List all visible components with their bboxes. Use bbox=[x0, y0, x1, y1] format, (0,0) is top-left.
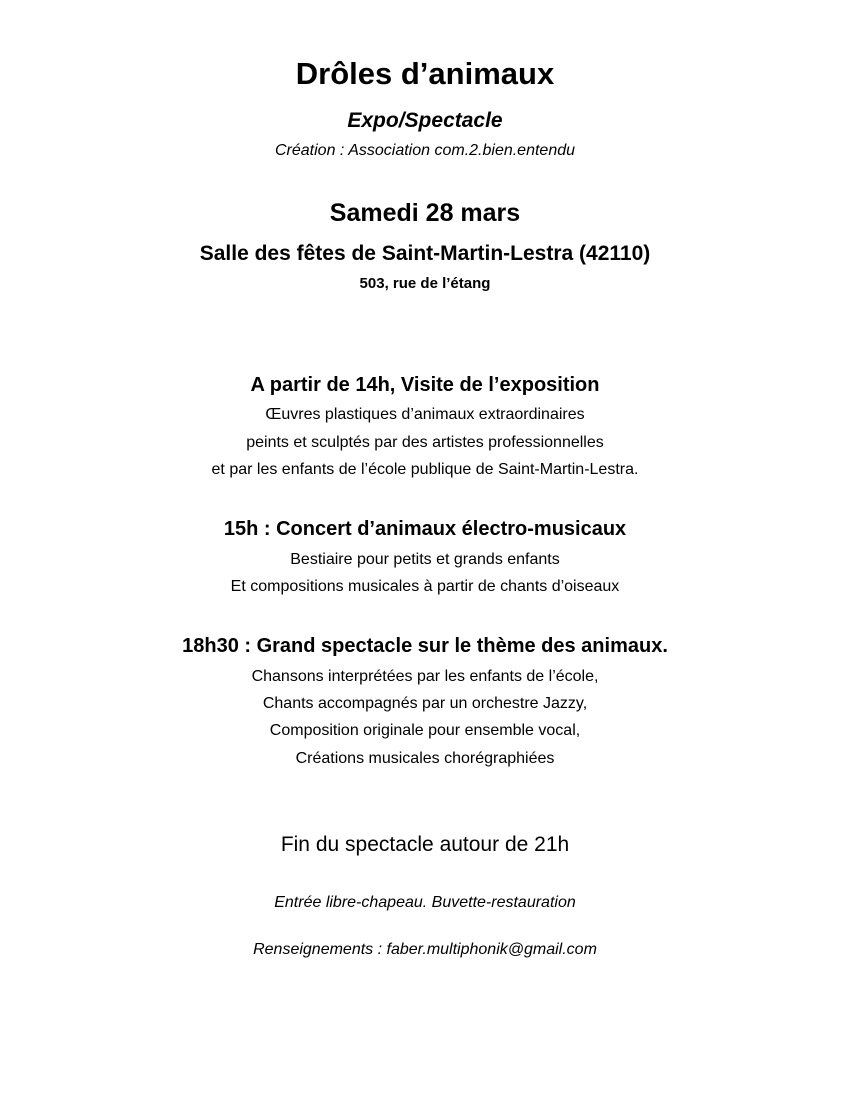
event-address: 503, rue de l’étang bbox=[359, 275, 491, 292]
event-date: Samedi 28 mars bbox=[329, 199, 521, 227]
event-credit: Création : Association com.2.bien.entendu bbox=[274, 142, 576, 159]
event-title: Drôles d’animaux bbox=[295, 56, 555, 91]
section-show-line: Composition originale pour ensemble vocal, bbox=[269, 722, 581, 739]
section-exhibition-title: A partir de 14h, Visite de l’exposition bbox=[250, 374, 600, 396]
end-time-note: Fin du spectacle autour de 21h bbox=[280, 833, 570, 856]
section-concert-title: 15h : Concert d’animaux électro-musicaux bbox=[223, 518, 627, 540]
section-exhibition-line: Œuvres plastiques d’animaux extraordinaires bbox=[265, 406, 585, 423]
section-show-line: Chants accompagnés par un orchestre Jazzy, bbox=[262, 695, 588, 712]
section-exhibition-line: peints et sculptés par des artistes professionnelles bbox=[246, 434, 604, 451]
section-exhibition-line: et par les enfants de l’école publique de Saint-Martin-Lestra. bbox=[211, 461, 639, 478]
event-venue: Salle des fêtes de Saint-Martin-Lestra (42110) bbox=[199, 242, 651, 265]
section-show-line: Chansons interprétées par les enfants de l’école, bbox=[251, 668, 599, 685]
entry-info: Entrée libre-chapeau. Buvette-restauration bbox=[274, 894, 576, 911]
section-show-title: 18h30 : Grand spectacle sur le thème des animaux. bbox=[182, 635, 668, 657]
contact-info: Renseignements : faber.multiphonik@gmail.com bbox=[253, 941, 597, 958]
section-show-line: Créations musicales chorégraphiées bbox=[295, 750, 555, 767]
section-concert-line: Bestiaire pour petits et grands enfants bbox=[290, 551, 560, 568]
event-subtitle: Expo/Spectacle bbox=[347, 109, 503, 132]
section-concert-line: Et compositions musicales à partir de chants d’oiseaux bbox=[230, 578, 620, 595]
